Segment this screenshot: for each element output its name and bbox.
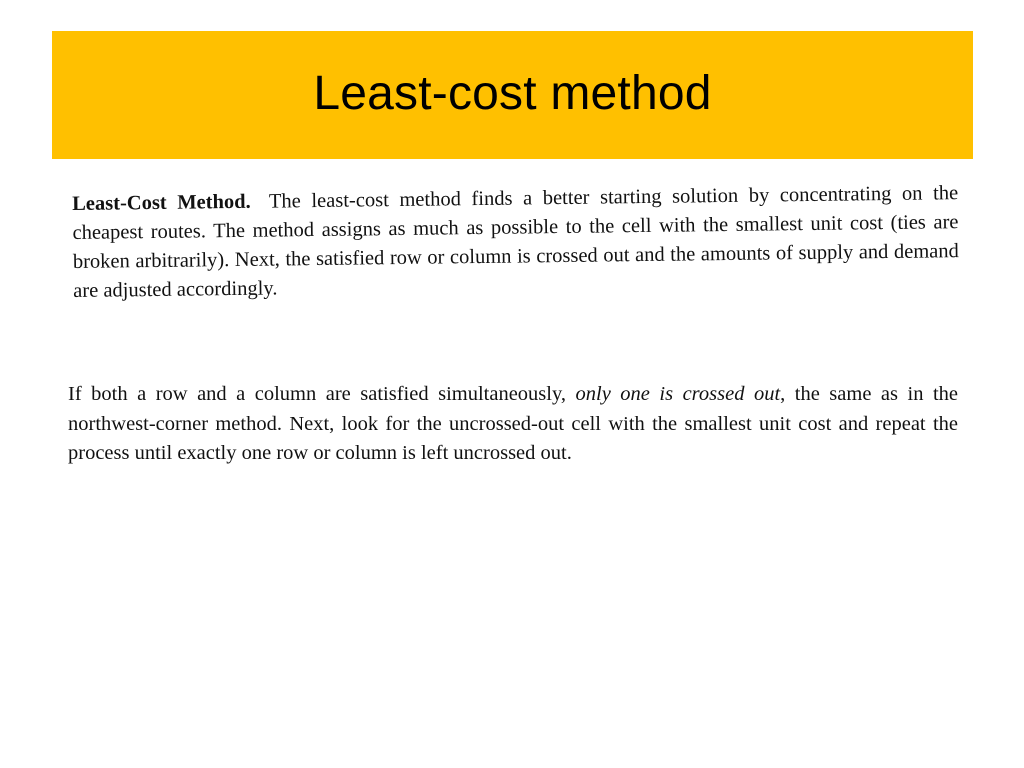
excerpt2-text-before: If both a row and a column are satisfied simultaneously, [68, 383, 567, 405]
slide-title: Least-cost method [313, 66, 712, 120]
excerpt2-emphasis: only one is crossed out [575, 383, 781, 405]
excerpt2-text-after: , the same as in the northwest-corner method. Next, look for the uncrossed-out cell with the smallest unit cost and repeat the process until exactly one row or column is left uncrossed out. [68, 383, 958, 464]
excerpt-body-text: The least-cost method finds a better starting solution by concentrating on the cheapest routes. The method assigns as much as possible to the cell with the smallest unit cost (ties are broken arbitrarily). Next, the satisfied row or column is crossed out and the amounts of supply and demand are adjusted accordingly. [72, 182, 959, 302]
title-bar [52, 31, 973, 159]
text-excerpt-tie-rule [68, 380, 958, 469]
excerpt-lead-heading: Least-Cost Method. [72, 190, 251, 215]
text-excerpt-definition [72, 179, 959, 306]
